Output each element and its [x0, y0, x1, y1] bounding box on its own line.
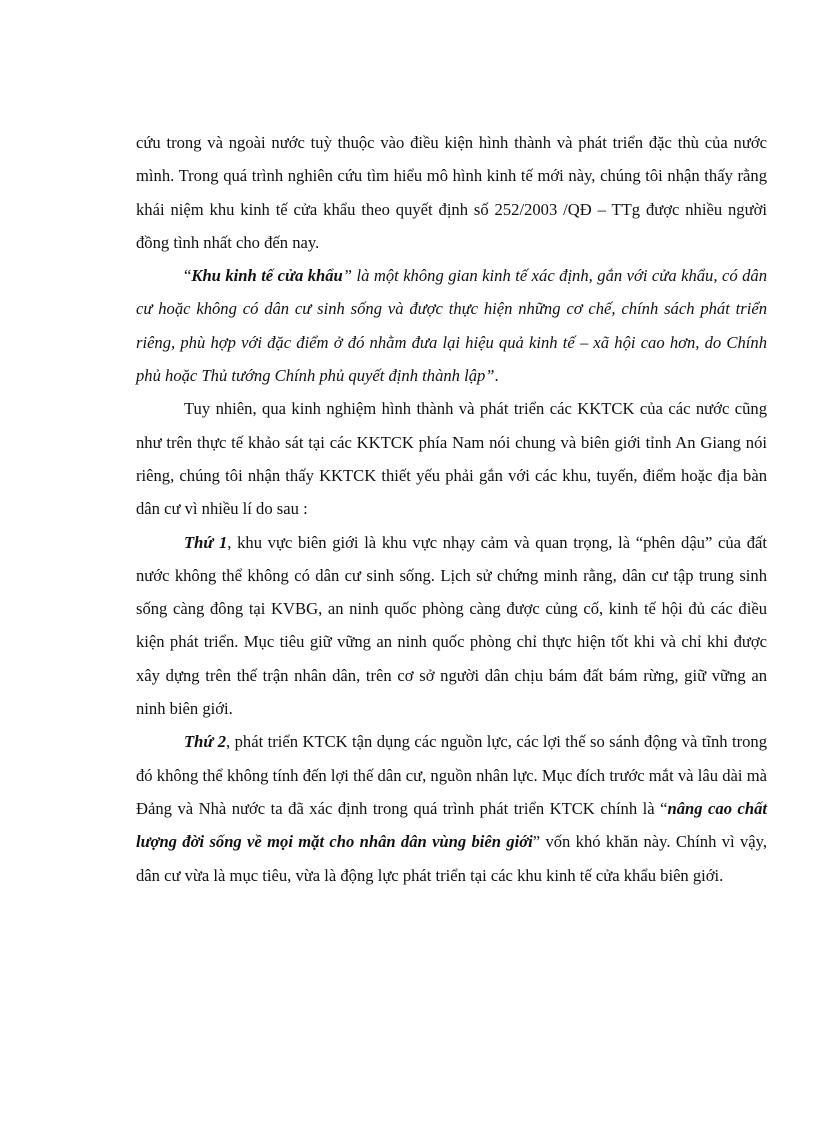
- paragraph-1-text: cứu trong và ngoài nước tuỳ thuộc vào điều kiện hình thành và phát triển đặc thù của nước mình. Trong quá trình nghiên cứu tìm hiểu mô hình kinh tế mới này, chúng tôi nhận thấy rằng khái niệm khu kinh tế cửa khẩu theo quyết định số 252/2003 /QĐ – TTg được nhiều người đồng tình nhất cho đến nay.: [136, 133, 767, 252]
- paragraph-4-text: , khu vực biên giới là khu vực nhạy cảm và quan trọng, là “phên dậu” của đất nước không thể không có dân cư sinh sống. Lịch sử chứng minh rằng, dân cư tập trung sinh sống càng đông tại KVBG, an ninh quốc phòng càng được củng cố, kinh tế hội đủ các điều kiện phát triển. Mục tiêu giữ vững an ninh quốc phòng chỉ thực hiện tốt khi và chỉ khi được xây dựng trên thế trận nhân dân, trên cơ sở người dân chịu bám đất bám rừng, giữ vững an ninh biên giới.: [136, 532, 767, 719]
- definition-text: là một không gian kinh tế xác định, gắn với cửa khẩu, có dân cư hoặc không có dân cư sinh sống và được thực hiện những cơ chế, chính sách phát triển riêng, phù hợp với đặc điểm ở đó nhằm đưa lại hiệu quả kinh tế – xã hội cao hơn, do Chính phủ hoặc Thủ tướng Chính phủ quyết định thành lập”: [136, 266, 767, 386]
- paragraph-3: [136, 392, 767, 525]
- paragraph-1: [136, 126, 767, 259]
- paragraph-4-lead: Thứ 1: [184, 532, 228, 552]
- definition-end: .: [494, 366, 499, 386]
- document-page: [136, 126, 767, 892]
- paragraph-2-definition: [136, 259, 767, 392]
- paragraph-5-text-after: ” vốn khó khăn này. Chính vì vậy, dân cư vừa là mục tiêu, vừa là động lực phát triển tại các khu kinh tế cửa khẩu biên giới.: [136, 832, 767, 885]
- paragraph-5-emphasis: nâng cao chất lượng đời sống về mọi mặt cho nhân dân vùng biên giới: [136, 798, 768, 852]
- open-quote: “: [184, 266, 192, 286]
- paragraph-3-text: Tuy nhiên, qua kinh nghiệm hình thành và phát triển các KKTCK của các nước cũng như trên thực tế khảo sát tại các KKTCK phía Nam nói chung và biên giới tỉnh An Giang nói riêng, chúng tôi nhận thấy KKTCK thiết yếu phải gắn với các khu, tuyến, điểm hoặc địa bàn dân cư vì nhiều lí do sau :: [136, 399, 767, 519]
- paragraph-5: [136, 725, 767, 891]
- paragraph-5-lead: Thứ 2: [184, 732, 227, 752]
- term-close-quote: ”: [342, 266, 352, 286]
- paragraph-4: [136, 526, 767, 726]
- paragraph-5-text-before: , phát triển KTCK tận dụng các nguồn lực, các lợi thế so sánh động và tĩnh trong đó không thể không tính đến lợi thế dân cư, nguồn nhân lực. Mục đích trước mắt và lâu dài mà Đảng và Nhà nước ta đã xác định trong quá trình phát triển KTCK chính là “: [136, 732, 768, 818]
- defined-term: Khu kinh tế cửa khẩu: [191, 266, 343, 286]
